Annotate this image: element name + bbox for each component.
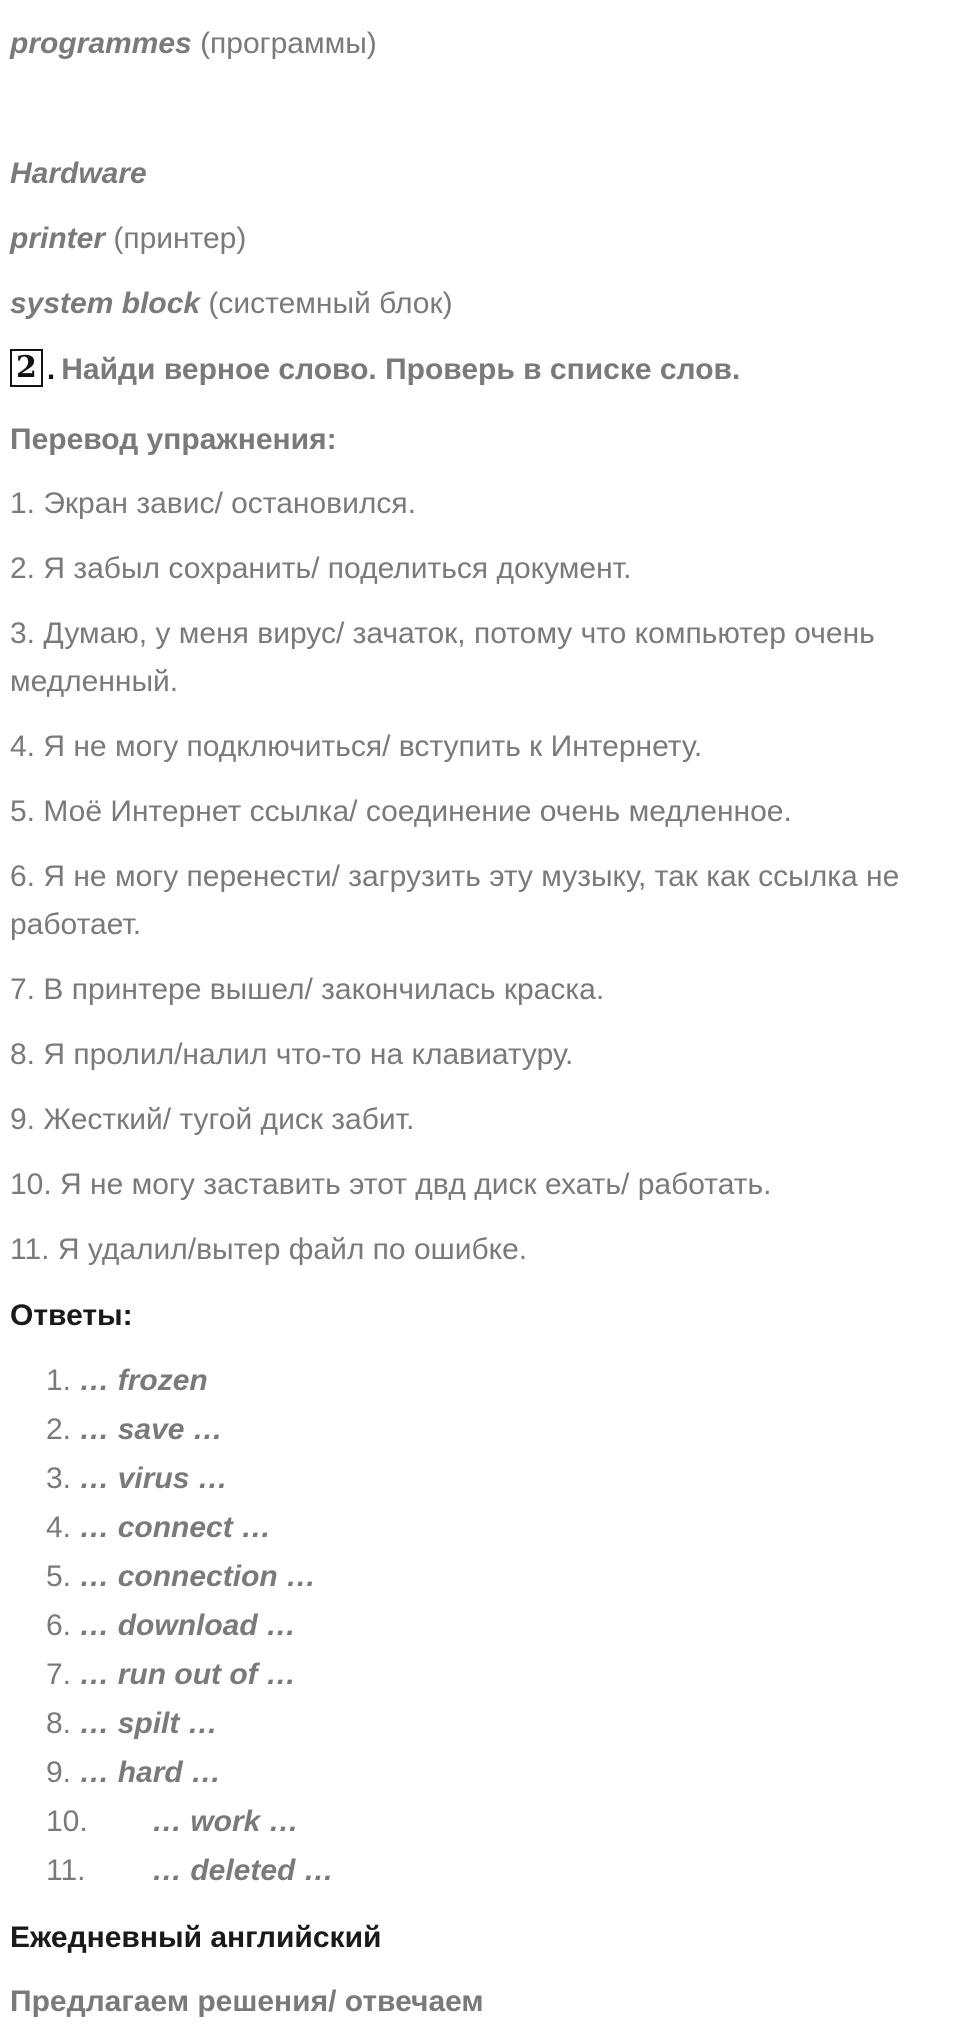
- task-header: [10, 346, 950, 394]
- translation-heading: Перевод упражнения:: [10, 423, 337, 456]
- answer-value: … download …: [79, 1609, 297, 1642]
- answer-item: [46, 1505, 271, 1551]
- answer-item: [46, 1554, 316, 1600]
- answer-number: 4.: [46, 1511, 72, 1544]
- vocab-translation: (программы): [191, 27, 377, 60]
- answer-value: … connection …: [79, 1560, 317, 1593]
- answer-value: … connect …: [79, 1511, 272, 1544]
- answer-value: … frozen: [79, 1364, 208, 1397]
- sentence-item: 10. Я не могу заставить этот двд диск ехать/ работать.: [10, 1168, 772, 1201]
- answer-item: [46, 1701, 218, 1747]
- answer-value: … spilt …: [79, 1707, 218, 1740]
- sentence-item: 1. Экран завис/ остановился.: [10, 487, 416, 520]
- answer-value: … hard …: [79, 1756, 222, 1789]
- sentence-item: 2. Я забыл сохранить/ поделиться документ.: [10, 552, 632, 585]
- answer-number: 11.: [46, 1854, 86, 1887]
- footer-title: Ежедневный английский: [10, 1921, 382, 1954]
- answer-number: 1.: [46, 1364, 72, 1397]
- task-instruction: Найди верное слово. Проверь в списке слов.: [61, 353, 741, 386]
- vocab-term: system block: [10, 287, 201, 320]
- answer-number: 6.: [46, 1609, 72, 1642]
- answer-value: … run out of …: [79, 1658, 296, 1691]
- sentence-item: 11. Я удалил/вытер файл по ошибке.: [10, 1233, 528, 1266]
- answer-number: 5.: [46, 1560, 72, 1593]
- answer-number: 10.: [46, 1805, 88, 1838]
- answer-item: [46, 1456, 228, 1502]
- vocab-translation: (принтер): [105, 222, 247, 255]
- sentence-item: 7. В принтере вышел/ закончилась краска.: [10, 973, 605, 1006]
- sentence-item: 5. Моё Интернет ссылка/ соединение очень медленное.: [10, 795, 792, 828]
- answer-value: … virus …: [79, 1462, 228, 1495]
- task-number-box: 2: [10, 349, 43, 387]
- vocab-programmes: [10, 20, 950, 68]
- footer-subtitle: Предлагаем решения/ отвечаем: [10, 1985, 484, 2018]
- answer-item: [46, 1799, 299, 1845]
- vocab-system-block: [10, 280, 950, 328]
- answer-value: … deleted …: [152, 1854, 334, 1887]
- answer-number: 2.: [46, 1413, 72, 1446]
- sentence-item: 6. Я не могу перенести/ загрузить эту музыку, так как ссылка не работает.: [10, 860, 900, 941]
- vocab-translation: (системный блок): [200, 287, 453, 320]
- sentence-item: 8. Я пролил/налил что-то на клавиатуру.: [10, 1038, 574, 1071]
- sentence-item: 3. Думаю, у меня вирус/ зачаток, потому что компьютер очень медленный.: [10, 617, 875, 698]
- answer-value: … save …: [79, 1413, 223, 1446]
- vocab-printer: [10, 215, 950, 263]
- answer-item: [46, 1848, 334, 1894]
- answer-number: 8.: [46, 1707, 72, 1740]
- answer-item: [46, 1652, 296, 1698]
- answer-item: [46, 1750, 221, 1796]
- answer-number: 9.: [46, 1756, 72, 1789]
- vocab-term: printer: [10, 222, 106, 255]
- answer-item: [46, 1358, 208, 1404]
- task-number-dot: .: [46, 353, 56, 386]
- answer-item: [46, 1407, 223, 1453]
- answers-heading: Ответы:: [10, 1299, 133, 1332]
- answer-value: … work …: [152, 1805, 299, 1838]
- sentence-item: 9. Жесткий/ тугой диск забит.: [10, 1103, 415, 1136]
- hardware-heading: Hardware: [10, 157, 147, 190]
- answer-number: 7.: [46, 1658, 72, 1691]
- answer-item: [46, 1603, 296, 1649]
- answer-number: 3.: [46, 1462, 72, 1495]
- sentence-item: 4. Я не могу подключиться/ вступить к Интернету.: [10, 730, 703, 763]
- vocab-term: programmes: [10, 27, 192, 60]
